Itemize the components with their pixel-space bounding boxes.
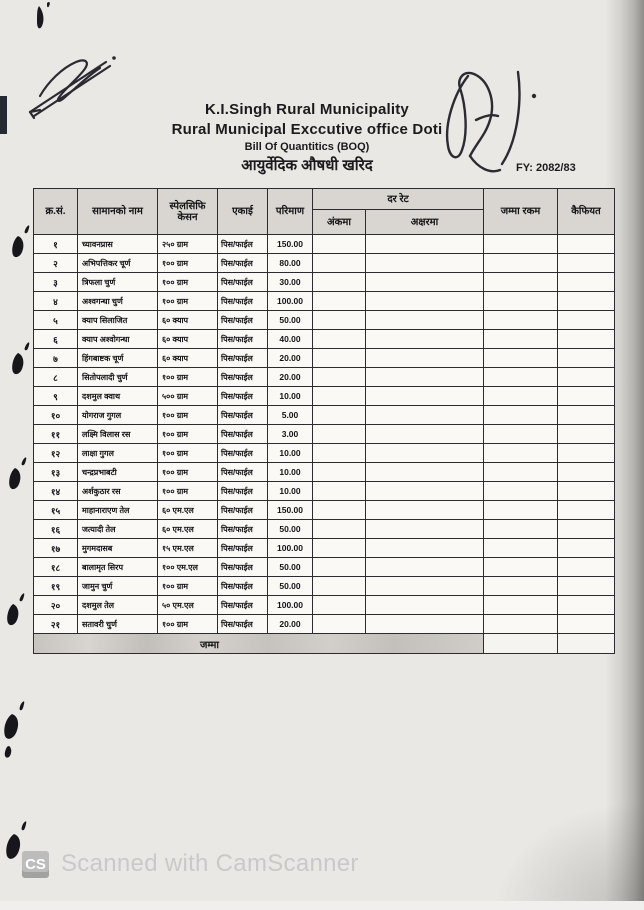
cell-total bbox=[484, 273, 558, 292]
camscanner-watermark-text: Scanned with CamScanner bbox=[61, 850, 359, 877]
cell-sn: १ bbox=[34, 235, 78, 254]
cell-total bbox=[484, 387, 558, 406]
cell-unit: पिस/फाईल bbox=[218, 577, 268, 596]
cell-remarks bbox=[558, 406, 615, 425]
cell-name: च्यावनप्रास bbox=[78, 235, 158, 254]
cell-unit: पिस/फाईल bbox=[218, 254, 268, 273]
cell-total bbox=[484, 539, 558, 558]
cell-sn: १५ bbox=[34, 501, 78, 520]
cell-rate_fig bbox=[313, 444, 366, 463]
ink-mark-4 bbox=[7, 593, 24, 625]
cell-unit: पिस/फाईल bbox=[218, 387, 268, 406]
boq-table bbox=[33, 188, 615, 654]
cell-spec: १०० ग्राम bbox=[158, 273, 218, 292]
cell-spec: ५० एम.एल bbox=[158, 596, 218, 615]
cell-rate_words bbox=[366, 273, 484, 292]
cell-sn: १७ bbox=[34, 539, 78, 558]
cell-total bbox=[484, 425, 558, 444]
cell-spec: १०० ग्राम bbox=[158, 406, 218, 425]
cell-name: योगराज गुगल bbox=[78, 406, 158, 425]
scan-bottom-edge bbox=[0, 901, 644, 910]
cell-name: क्याप सिलाजित bbox=[78, 311, 158, 330]
ink-mark-3 bbox=[9, 457, 26, 489]
cell-rate_fig bbox=[313, 330, 366, 349]
cell-spec: १०० ग्राम bbox=[158, 444, 218, 463]
cell-remarks bbox=[558, 482, 615, 501]
col-header-rate-figures: अंकमा bbox=[313, 210, 366, 235]
table-row bbox=[34, 254, 615, 273]
cell-rate_words bbox=[366, 406, 484, 425]
table-row bbox=[34, 387, 615, 406]
cell-unit: पिस/फाईल bbox=[218, 349, 268, 368]
cell-qty: 50.00 bbox=[268, 577, 313, 596]
col-header-rate: दर रेट bbox=[313, 189, 484, 210]
cell-spec: ६० क्याप bbox=[158, 349, 218, 368]
table-row bbox=[34, 311, 615, 330]
cell-rate_fig bbox=[313, 349, 366, 368]
cell-unit: पिस/फाईल bbox=[218, 596, 268, 615]
cell-total bbox=[484, 444, 558, 463]
cell-rate_fig bbox=[313, 482, 366, 501]
cell-sn: १२ bbox=[34, 444, 78, 463]
cell-rate_fig bbox=[313, 463, 366, 482]
cell-name: जत्यादी तेल bbox=[78, 520, 158, 539]
cell-rate_words bbox=[366, 425, 484, 444]
col-header-unit: एकाई bbox=[218, 189, 268, 235]
cell-name: मुगमदासब bbox=[78, 539, 158, 558]
cell-qty: 20.00 bbox=[268, 368, 313, 387]
cell-qty: 10.00 bbox=[268, 444, 313, 463]
document-type: Bill Of Quantitics (BOQ) bbox=[244, 141, 370, 153]
cell-qty: 100.00 bbox=[268, 539, 313, 558]
cell-spec: २५० ग्राम bbox=[158, 235, 218, 254]
col-header-quantity: परिमाण bbox=[268, 189, 313, 235]
col-header-total-amount: जम्मा रकम bbox=[484, 189, 558, 235]
cell-name: हिंगबाष्टक चूर्ण bbox=[78, 349, 158, 368]
cell-sn: ११ bbox=[34, 425, 78, 444]
cell-name: अभिपत्तिकर चूर्ण bbox=[78, 254, 158, 273]
cell-unit: पिस/फाईल bbox=[218, 273, 268, 292]
cell-remarks bbox=[558, 273, 615, 292]
cell-total bbox=[484, 406, 558, 425]
cell-total bbox=[484, 463, 558, 482]
org-name-line2: Rural Municipal Exccutive office Doti bbox=[171, 121, 443, 138]
cell-sn: १३ bbox=[34, 463, 78, 482]
cell-remarks bbox=[558, 558, 615, 577]
table-row bbox=[34, 444, 615, 463]
cell-remarks bbox=[558, 463, 615, 482]
cell-unit: पिस/फाईल bbox=[218, 463, 268, 482]
cell-unit: पिस/फाईल bbox=[218, 330, 268, 349]
col-header-item-name: सामानको नाम bbox=[78, 189, 158, 235]
cell-rate_fig bbox=[313, 539, 366, 558]
cell-spec: ६० क्याप bbox=[158, 330, 218, 349]
cell-total bbox=[484, 235, 558, 254]
table-row bbox=[34, 273, 615, 292]
cell-unit: पिस/फाईल bbox=[218, 406, 268, 425]
left-edge-dark-mark bbox=[0, 96, 7, 134]
cell-remarks bbox=[558, 577, 615, 596]
cell-qty: 40.00 bbox=[268, 330, 313, 349]
cell-name: सतावरी चुर्ण bbox=[78, 615, 158, 634]
cell-name: बालामृत सिरप bbox=[78, 558, 158, 577]
table-row bbox=[34, 501, 615, 520]
cell-rate_words bbox=[366, 577, 484, 596]
cell-remarks bbox=[558, 539, 615, 558]
cell-spec: ५०० ग्राम bbox=[158, 387, 218, 406]
total-amount-cell bbox=[484, 634, 558, 654]
cell-name: लक्ष्मि विलास रस bbox=[78, 425, 158, 444]
table-row bbox=[34, 615, 615, 634]
cell-rate_fig bbox=[313, 577, 366, 596]
table-row bbox=[34, 463, 615, 482]
cell-spec: १०० एम.एल bbox=[158, 558, 218, 577]
total-row bbox=[34, 634, 615, 654]
table-row bbox=[34, 425, 615, 444]
table-row bbox=[34, 577, 615, 596]
table-row bbox=[34, 596, 615, 615]
cell-total bbox=[484, 577, 558, 596]
cell-qty: 100.00 bbox=[268, 292, 313, 311]
cell-rate_words bbox=[366, 368, 484, 387]
cell-total bbox=[484, 349, 558, 368]
cell-rate_words bbox=[366, 463, 484, 482]
cell-sn: ३ bbox=[34, 273, 78, 292]
cell-rate_words bbox=[366, 501, 484, 520]
cell-total bbox=[484, 368, 558, 387]
cell-sn: २० bbox=[34, 596, 78, 615]
table-row bbox=[34, 349, 615, 368]
cell-remarks bbox=[558, 254, 615, 273]
cell-rate_words bbox=[366, 349, 484, 368]
cell-remarks bbox=[558, 330, 615, 349]
cell-rate_words bbox=[366, 292, 484, 311]
cell-rate_fig bbox=[313, 273, 366, 292]
cell-spec: १०० ग्राम bbox=[158, 463, 218, 482]
cell-unit: पिस/फाईल bbox=[218, 425, 268, 444]
cell-rate_words bbox=[366, 558, 484, 577]
cell-unit: पिस/फाईल bbox=[218, 539, 268, 558]
cell-name: दशमुल क्वाथ bbox=[78, 387, 158, 406]
cell-sn: १४ bbox=[34, 482, 78, 501]
cell-name: क्याप अश्वोगन्धा bbox=[78, 330, 158, 349]
cell-total bbox=[484, 596, 558, 615]
ink-mark-1 bbox=[12, 225, 29, 257]
cell-name: लाक्षा गुगल bbox=[78, 444, 158, 463]
cell-unit: पिस/फाईल bbox=[218, 501, 268, 520]
document-header bbox=[102, 100, 512, 177]
cell-name: चन्द्रप्रभाबटी bbox=[78, 463, 158, 482]
cell-qty: 50.00 bbox=[268, 520, 313, 539]
cell-sn: १६ bbox=[34, 520, 78, 539]
cell-unit: पिस/फाईल bbox=[218, 558, 268, 577]
table-row bbox=[34, 330, 615, 349]
cell-remarks bbox=[558, 615, 615, 634]
ink-mark-5 bbox=[4, 701, 24, 757]
cell-unit: पिस/फाईल bbox=[218, 368, 268, 387]
cell-rate_fig bbox=[313, 235, 366, 254]
cell-spec: १०० ग्राम bbox=[158, 482, 218, 501]
cell-remarks bbox=[558, 387, 615, 406]
cell-unit: पिस/फाईल bbox=[218, 235, 268, 254]
cell-qty: 150.00 bbox=[268, 235, 313, 254]
cell-rate_words bbox=[366, 539, 484, 558]
cell-remarks bbox=[558, 235, 615, 254]
cell-rate_fig bbox=[313, 311, 366, 330]
cell-name: दशमुल तेल bbox=[78, 596, 158, 615]
table-footer bbox=[34, 634, 615, 654]
cell-qty: 100.00 bbox=[268, 596, 313, 615]
cell-unit: पिस/फाईल bbox=[218, 482, 268, 501]
cell-sn: १० bbox=[34, 406, 78, 425]
cell-rate_fig bbox=[313, 387, 366, 406]
col-header-sn: क्र.सं. bbox=[34, 189, 78, 235]
cell-remarks bbox=[558, 596, 615, 615]
cell-remarks bbox=[558, 444, 615, 463]
cell-total bbox=[484, 558, 558, 577]
cell-unit: पिस/फाईल bbox=[218, 311, 268, 330]
cell-qty: 50.00 bbox=[268, 558, 313, 577]
cell-remarks bbox=[558, 501, 615, 520]
cell-rate_fig bbox=[313, 425, 366, 444]
cell-remarks bbox=[558, 368, 615, 387]
cell-rate_fig bbox=[313, 406, 366, 425]
cell-remarks bbox=[558, 311, 615, 330]
cell-rate_words bbox=[366, 482, 484, 501]
cell-qty: 50.00 bbox=[268, 311, 313, 330]
cell-rate_fig bbox=[313, 292, 366, 311]
cell-remarks bbox=[558, 425, 615, 444]
cell-rate_fig bbox=[313, 596, 366, 615]
cell-name: जामुन चुर्ण bbox=[78, 577, 158, 596]
cell-qty: 150.00 bbox=[268, 501, 313, 520]
table-row bbox=[34, 558, 615, 577]
cell-name: अर्शकुठार रस bbox=[78, 482, 158, 501]
total-label: जम्मा bbox=[34, 634, 484, 654]
cell-spec: १०० ग्राम bbox=[158, 615, 218, 634]
cell-unit: पिस/फाईल bbox=[218, 292, 268, 311]
col-header-remarks: कैफियत bbox=[558, 189, 615, 235]
cell-remarks bbox=[558, 520, 615, 539]
col-header-rate-words: अक्षरमा bbox=[366, 210, 484, 235]
cell-rate_fig bbox=[313, 501, 366, 520]
cell-rate_words bbox=[366, 330, 484, 349]
col-header-specification: स्पेलसिफि केसन bbox=[158, 189, 218, 235]
cell-sn: २ bbox=[34, 254, 78, 273]
cell-spec: १०० ग्राम bbox=[158, 292, 218, 311]
fiscal-year-label: FY: 2082/83 bbox=[516, 162, 576, 174]
cell-unit: पिस/फाईल bbox=[218, 615, 268, 634]
cell-sn: १९ bbox=[34, 577, 78, 596]
cell-qty: 10.00 bbox=[268, 463, 313, 482]
cell-qty: 3.00 bbox=[268, 425, 313, 444]
cell-rate_fig bbox=[313, 368, 366, 387]
cell-total bbox=[484, 501, 558, 520]
cell-remarks bbox=[558, 292, 615, 311]
cell-rate_fig bbox=[313, 558, 366, 577]
cell-spec: ६० एम.एल bbox=[158, 501, 218, 520]
cell-qty: 20.00 bbox=[268, 349, 313, 368]
cell-unit: पिस/फाईल bbox=[218, 520, 268, 539]
cell-total bbox=[484, 254, 558, 273]
table-row bbox=[34, 368, 615, 387]
cell-name: सितोपलादी चुर्ण bbox=[78, 368, 158, 387]
cell-rate_words bbox=[366, 311, 484, 330]
cell-rate_words bbox=[366, 235, 484, 254]
cell-total bbox=[484, 292, 558, 311]
ink-mark-2 bbox=[12, 342, 29, 374]
cell-qty: 20.00 bbox=[268, 615, 313, 634]
scan-corner-shadow bbox=[494, 800, 644, 910]
camscanner-footer bbox=[22, 850, 359, 878]
table-row bbox=[34, 235, 615, 254]
cell-total bbox=[484, 482, 558, 501]
table-row bbox=[34, 406, 615, 425]
cell-spec: ६० एम.एल bbox=[158, 520, 218, 539]
total-remarks-cell bbox=[558, 634, 615, 654]
page-title-nepali: आयुर्वेदिक औषधी खरिद bbox=[241, 157, 373, 174]
cell-spec: १०० ग्राम bbox=[158, 577, 218, 596]
cell-rate_words bbox=[366, 387, 484, 406]
cell-sn: ६ bbox=[34, 330, 78, 349]
cell-spec: १०० ग्राम bbox=[158, 368, 218, 387]
cell-rate_fig bbox=[313, 520, 366, 539]
cell-qty: 80.00 bbox=[268, 254, 313, 273]
cell-rate_words bbox=[366, 444, 484, 463]
org-name-line1: K.I.Singh Rural Municipality bbox=[205, 101, 409, 118]
table-row bbox=[34, 482, 615, 501]
cell-name: त्रिफला चुर्ण bbox=[78, 273, 158, 292]
table-header bbox=[34, 189, 615, 235]
cell-total bbox=[484, 615, 558, 634]
cell-sn: ९ bbox=[34, 387, 78, 406]
cell-total bbox=[484, 330, 558, 349]
cell-qty: 10.00 bbox=[268, 387, 313, 406]
table-row bbox=[34, 520, 615, 539]
cell-rate_words bbox=[366, 596, 484, 615]
cell-qty: 30.00 bbox=[268, 273, 313, 292]
cell-spec: १०० ग्राम bbox=[158, 254, 218, 273]
cell-sn: ४ bbox=[34, 292, 78, 311]
cell-rate_words bbox=[366, 520, 484, 539]
cell-unit: पिस/फाईल bbox=[218, 444, 268, 463]
cell-name: माहानाराएण तेल bbox=[78, 501, 158, 520]
cell-sn: १८ bbox=[34, 558, 78, 577]
cell-spec: ६० क्याप bbox=[158, 311, 218, 330]
cell-total bbox=[484, 520, 558, 539]
cell-sn: ७ bbox=[34, 349, 78, 368]
camscanner-logo-icon: CS bbox=[22, 851, 49, 878]
cell-sn: २१ bbox=[34, 615, 78, 634]
cell-qty: 10.00 bbox=[268, 482, 313, 501]
table-row bbox=[34, 539, 615, 558]
cell-spec: १०० ग्राम bbox=[158, 425, 218, 444]
cell-name: अश्वगन्धा चुर्ण bbox=[78, 292, 158, 311]
cell-sn: ५ bbox=[34, 311, 78, 330]
cell-rate_fig bbox=[313, 615, 366, 634]
cell-qty: 5.00 bbox=[268, 406, 313, 425]
cell-remarks bbox=[558, 349, 615, 368]
table-row bbox=[34, 292, 615, 311]
table-body bbox=[34, 235, 615, 634]
cell-sn: ८ bbox=[34, 368, 78, 387]
cell-total bbox=[484, 311, 558, 330]
cell-spec: १५ एम.एल bbox=[158, 539, 218, 558]
cell-rate_words bbox=[366, 254, 484, 273]
cell-rate_words bbox=[366, 615, 484, 634]
ink-mark-top bbox=[37, 2, 50, 28]
cell-rate_fig bbox=[313, 254, 366, 273]
